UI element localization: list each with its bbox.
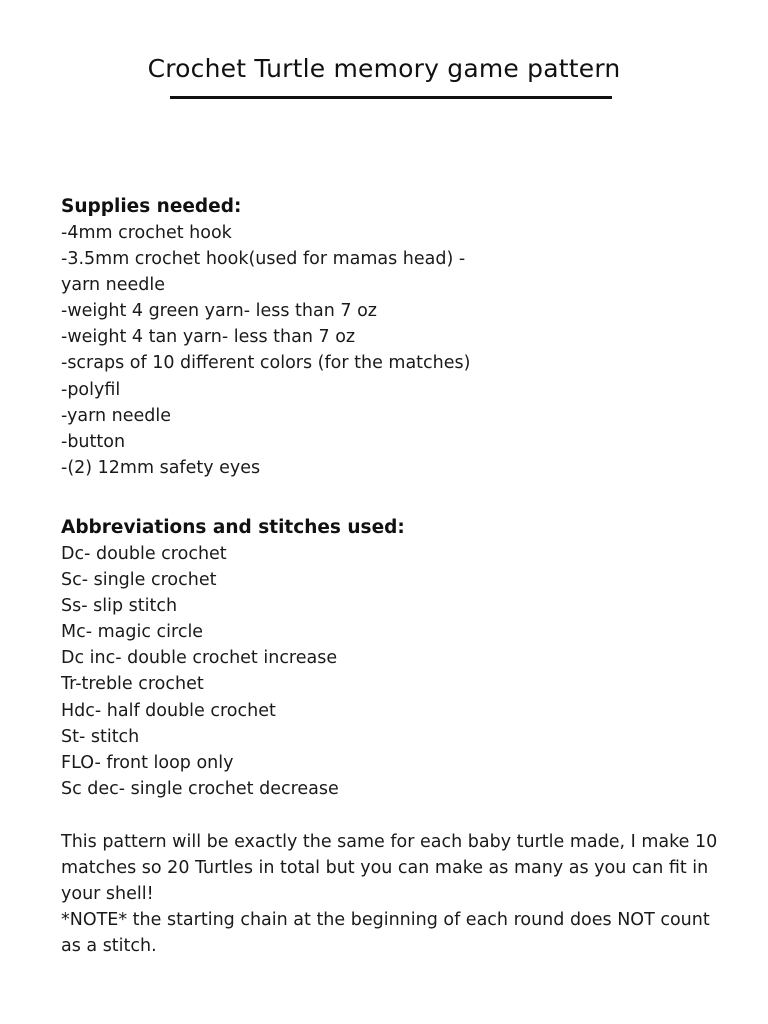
supplies-section xyxy=(61,194,721,481)
supply-item: -(2) 12mm safety eyes xyxy=(61,457,261,478)
paragraph-line: matches so 20 Turtles in total but you can make as many as you can fit in xyxy=(61,858,709,879)
paragraph-line: as a stitch. xyxy=(61,936,157,957)
supply-item: -3.5mm crochet hook(used for mamas head) - xyxy=(61,249,466,270)
abbreviation-item: Sc- single crochet xyxy=(61,570,217,591)
abbreviation-item: Tr-treble crochet xyxy=(61,674,204,695)
supply-item: -polyfil xyxy=(61,379,121,400)
title-underline xyxy=(170,96,612,99)
abbreviation-item: Hdc- half double crochet xyxy=(61,700,276,721)
abbreviation-item: St- stitch xyxy=(61,726,140,747)
pattern-note-paragraph xyxy=(61,829,721,907)
supply-item: -button xyxy=(61,431,126,452)
paragraph-line: This pattern will be exactly the same for each baby turtle made, I make 10 xyxy=(61,832,718,852)
abbreviations-section xyxy=(61,515,721,802)
abbreviations-heading: Abbreviations and stitches used: xyxy=(61,517,405,538)
stitch-count-note-paragraph xyxy=(61,907,721,959)
supply-item: -yarn needle xyxy=(61,405,171,426)
supply-item: -weight 4 tan yarn- less than 7 oz xyxy=(61,327,356,348)
notes-section xyxy=(61,829,721,959)
supply-item: -4mm crochet hook xyxy=(61,223,232,243)
supplies-heading: Supplies needed: xyxy=(61,196,242,217)
abbreviation-item: Mc- magic circle xyxy=(61,622,204,643)
abbreviation-item: Sc dec- single crochet decrease xyxy=(61,778,339,799)
paragraph-line: your shell! xyxy=(61,884,154,905)
supply-item: -weight 4 green yarn- less than 7 oz xyxy=(61,301,377,322)
supply-item: yarn needle xyxy=(61,275,165,296)
abbreviation-item: Dc- double crochet xyxy=(61,544,227,564)
paragraph-line: *NOTE* the starting chain at the beginning of each round does NOT count xyxy=(61,910,710,931)
supply-item: -scraps of 10 different colors (for the matches) xyxy=(61,353,471,374)
abbreviation-item: Dc inc- double crochet increase xyxy=(61,648,338,669)
page-title: Crochet Turtle memory game pattern xyxy=(147,54,621,83)
abbreviation-item: FLO- front loop only xyxy=(61,752,234,773)
abbreviation-item: Ss- slip stitch xyxy=(61,596,178,617)
